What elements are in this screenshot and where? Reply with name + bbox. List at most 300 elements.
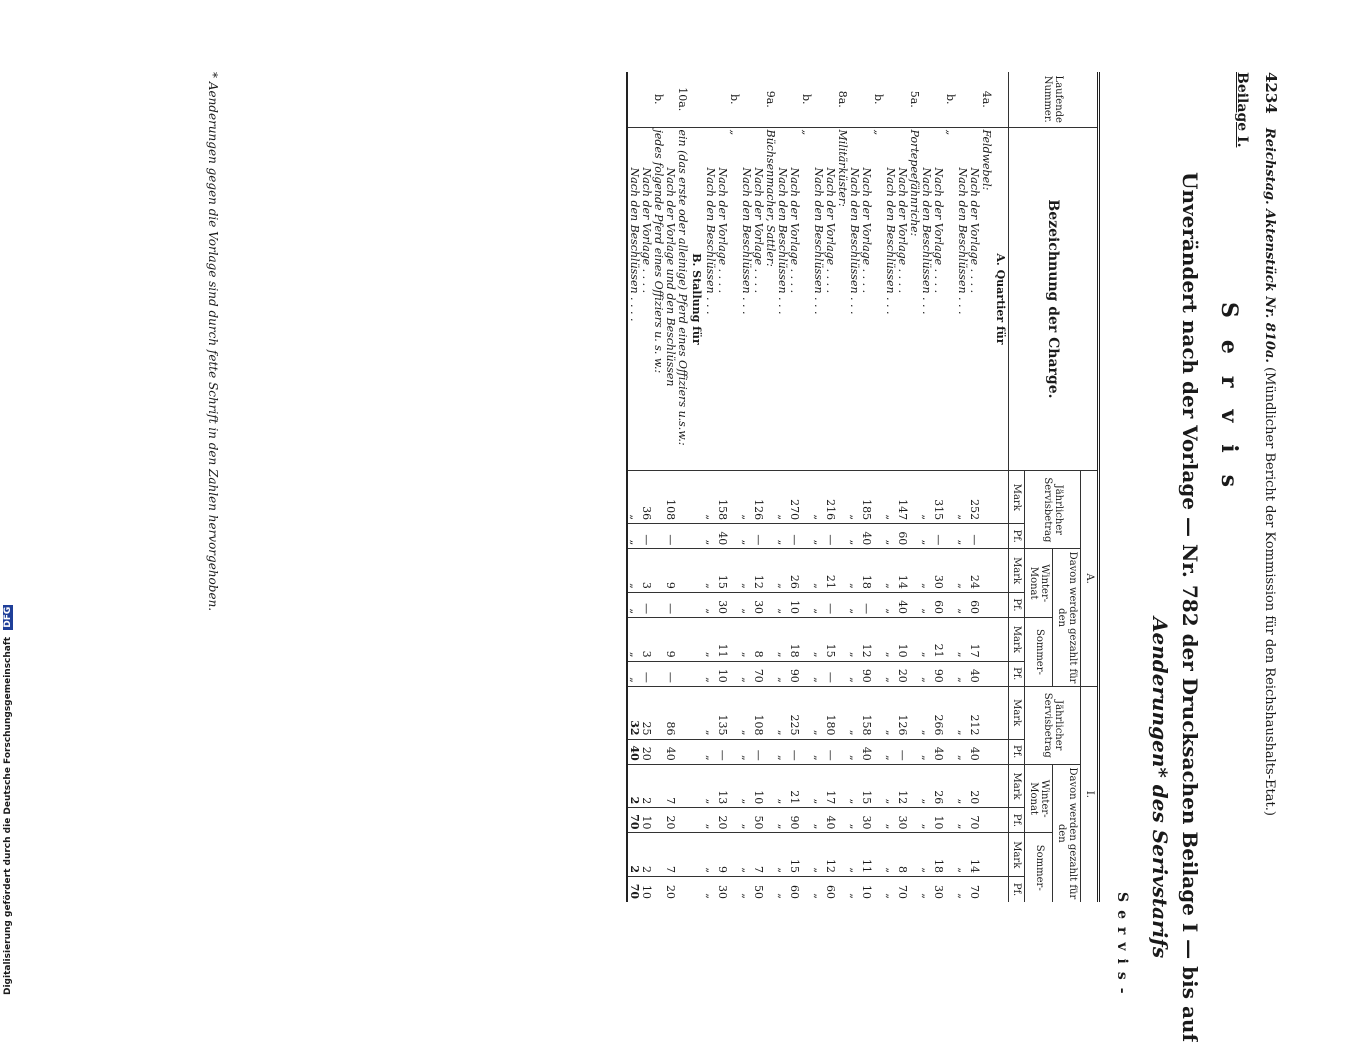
row-label: Nach den Beschlüssen . . . — [848, 127, 860, 471]
cell-value: 40 — [664, 739, 676, 764]
cell-value — [872, 739, 884, 764]
beilage-label: Beilage I. — [1234, 72, 1250, 148]
cell-value — [980, 549, 992, 593]
cell-value: 20 — [640, 739, 652, 764]
unit-pf: Pf. — [1009, 877, 1026, 902]
cell-value: 60 — [788, 877, 800, 902]
cell-value: 2 — [640, 764, 652, 808]
cell-value: „ — [884, 808, 896, 833]
cell-value: „ — [920, 549, 932, 593]
cell-value — [728, 877, 740, 902]
cell-value: — — [664, 592, 676, 617]
row-number — [824, 72, 836, 127]
cell-value: 50 — [752, 877, 764, 902]
cell-value — [872, 764, 884, 808]
cell-value — [652, 764, 664, 808]
cell-value: „ — [740, 524, 752, 549]
cell-value: „ — [628, 661, 640, 686]
cell-value: 11 — [860, 833, 872, 877]
cell-value: 12 — [896, 764, 908, 808]
cell-value: — — [824, 661, 836, 686]
cell-value — [652, 739, 664, 764]
cell-value — [872, 686, 884, 739]
cell-value: 60 — [968, 592, 980, 617]
cell-value: 185 — [860, 471, 872, 524]
cell-value: 30 — [860, 808, 872, 833]
cell-value: „ — [740, 618, 752, 662]
row-label: Nach den Beschlüssen . . . — [776, 127, 788, 471]
cell-value: 266 — [932, 686, 944, 739]
cell-value — [800, 661, 812, 686]
table-row — [836, 72, 848, 902]
cell-value: „ — [920, 471, 932, 524]
cell-value: 15 — [860, 764, 872, 808]
cell-value: „ — [848, 661, 860, 686]
row-number: b. — [652, 93, 665, 105]
cell-value: 158 — [716, 471, 728, 524]
cell-value: „ — [740, 764, 752, 808]
cell-value — [676, 739, 688, 764]
cell-value: 158 — [860, 686, 872, 739]
cell-value: „ — [956, 833, 968, 877]
cell-value — [676, 661, 688, 686]
cell-value — [728, 471, 740, 524]
cell-value: 90 — [788, 808, 800, 833]
cell-value: „ — [956, 549, 968, 593]
row-number — [628, 72, 640, 127]
cell-value — [764, 661, 776, 686]
cell-value — [728, 524, 740, 549]
row-label: Nach den Beschlüssen . . . — [704, 127, 716, 471]
cell-value: 20 — [664, 877, 676, 902]
cell-value: „ — [776, 471, 788, 524]
table-row — [728, 72, 740, 902]
cell-value: „ — [956, 764, 968, 808]
cell-value: „ — [884, 739, 896, 764]
cell-value: „ — [776, 661, 788, 686]
table-row — [848, 72, 860, 902]
cell-value: 36 — [640, 471, 652, 524]
row-label: Nach der Vorlage . . . . — [716, 127, 728, 471]
table-row — [716, 72, 728, 902]
cell-value: 108 — [664, 471, 676, 524]
cell-value — [944, 471, 956, 524]
cell-value: „ — [628, 524, 640, 549]
cell-value: „ — [884, 833, 896, 877]
row-number — [860, 72, 872, 127]
cell-value: 270 — [788, 471, 800, 524]
row-number: b. — [944, 93, 957, 105]
cell-value: 18 — [932, 833, 944, 877]
cell-value: „ — [776, 877, 788, 902]
row-number — [640, 72, 652, 127]
cell-value: „ — [740, 549, 752, 593]
table-row — [740, 72, 752, 902]
cell-value: 7 — [664, 764, 676, 808]
cell-value: 126 — [896, 686, 908, 739]
cell-value: 25 — [640, 686, 652, 739]
cell-value: „ — [848, 592, 860, 617]
cell-value: 32 — [628, 686, 640, 739]
cell-value: „ — [812, 877, 824, 902]
cell-value: „ — [704, 592, 716, 617]
row-number — [752, 72, 764, 127]
cell-value — [908, 661, 920, 686]
table-row — [980, 72, 992, 902]
cell-value: „ — [956, 686, 968, 739]
cell-value — [728, 592, 740, 617]
cell-value — [652, 808, 664, 833]
cell-value: — — [824, 592, 836, 617]
cell-value — [944, 764, 956, 808]
cell-value: 60 — [896, 524, 908, 549]
cell-value: „ — [704, 549, 716, 593]
cell-value: „ — [704, 764, 716, 808]
cell-value — [872, 877, 884, 902]
servis-table — [626, 72, 1100, 902]
header-right: (Mündlicher Bericht der Kommission für den Reichshaushalts-Etat.) — [1262, 367, 1277, 816]
cell-value: „ — [920, 592, 932, 617]
cell-value: 135 — [716, 686, 728, 739]
cell-value: „ — [704, 524, 716, 549]
row-label: Nach den Beschlüssen . . . . — [628, 127, 640, 471]
cell-value: „ — [776, 686, 788, 739]
cell-value: — — [824, 524, 836, 549]
cell-value — [944, 739, 956, 764]
cell-value — [676, 833, 688, 877]
table-row — [896, 72, 908, 902]
cell-value: 70 — [628, 808, 640, 833]
cell-value — [872, 549, 884, 593]
cell-value — [980, 833, 992, 877]
cell-value — [728, 808, 740, 833]
cell-value — [908, 764, 920, 808]
head-jahr-a: Jährlicher Servisbetrag — [1025, 471, 1081, 549]
row-label: Militärküster: — [836, 127, 848, 471]
cell-value: „ — [704, 471, 716, 524]
cell-value: „ — [776, 739, 788, 764]
cell-value: 30 — [716, 877, 728, 902]
cell-value — [676, 764, 688, 808]
cell-value — [800, 618, 812, 662]
cell-value: 70 — [968, 808, 980, 833]
cell-value — [836, 471, 848, 524]
cell-value: „ — [884, 524, 896, 549]
table-row — [664, 72, 676, 902]
cell-value — [652, 618, 664, 662]
cell-value: „ — [920, 618, 932, 662]
cell-value — [944, 549, 956, 593]
cell-value — [980, 764, 992, 808]
cell-value: „ — [884, 549, 896, 593]
cell-value — [728, 661, 740, 686]
cell-value: „ — [812, 764, 824, 808]
cell-value: „ — [920, 764, 932, 808]
row-number: 4a. — [980, 90, 993, 108]
cell-value: — — [664, 661, 676, 686]
cell-value — [800, 808, 812, 833]
cell-value: — — [752, 739, 764, 764]
cell-value: „ — [848, 686, 860, 739]
cell-value: „ — [848, 471, 860, 524]
cell-value — [980, 739, 992, 764]
cell-value: „ — [956, 661, 968, 686]
row-label: Nach der Vorlage . . . . — [824, 127, 836, 471]
cell-value: 147 — [896, 471, 908, 524]
cell-value: — — [640, 661, 652, 686]
cell-value: 12 — [824, 833, 836, 877]
cell-value: 40 — [968, 739, 980, 764]
cell-value: 10 — [640, 877, 652, 902]
cell-value — [728, 764, 740, 808]
cell-value — [980, 618, 992, 662]
cell-value: „ — [704, 618, 716, 662]
cell-value — [908, 618, 920, 662]
row-number: b. — [728, 93, 741, 105]
cell-value — [836, 739, 848, 764]
unit-mark: Mark — [1009, 764, 1026, 808]
cell-value — [728, 739, 740, 764]
cell-value: 70 — [628, 877, 640, 902]
table-row — [704, 72, 716, 902]
cell-value: — — [752, 524, 764, 549]
cell-value: „ — [740, 808, 752, 833]
cell-value — [872, 618, 884, 662]
cell-value — [980, 877, 992, 902]
cell-value: 10 — [896, 618, 908, 662]
cell-value: — — [896, 739, 908, 764]
cell-value: 40 — [860, 739, 872, 764]
row-number — [848, 72, 860, 127]
cell-value — [676, 592, 688, 617]
head-sommer-a: Sommer- — [1025, 618, 1053, 687]
cell-value — [676, 808, 688, 833]
cell-value: 70 — [896, 877, 908, 902]
section-label: B. Stallung für — [688, 127, 704, 471]
cell-value: 70 — [968, 877, 980, 902]
cell-value: „ — [920, 739, 932, 764]
cell-value: 40 — [860, 524, 872, 549]
row-label: „ — [800, 127, 812, 471]
cell-value: 315 — [932, 471, 944, 524]
cell-value: — — [640, 592, 652, 617]
cell-value — [800, 764, 812, 808]
cell-value: 30 — [896, 808, 908, 833]
cell-value — [836, 686, 848, 739]
cell-value: 21 — [824, 549, 836, 593]
unit-mark: Mark — [1009, 471, 1026, 524]
unit-pf: Pf. — [1009, 808, 1026, 833]
cell-value — [908, 686, 920, 739]
cell-value: „ — [956, 618, 968, 662]
cell-value: 26 — [932, 764, 944, 808]
cell-value: „ — [884, 877, 896, 902]
cell-value: 9 — [664, 549, 676, 593]
table-row — [956, 72, 968, 902]
cell-value — [764, 739, 776, 764]
cell-value: 15 — [788, 833, 800, 877]
row-label: Büchsenmacher, Sattler: — [764, 127, 776, 471]
cell-value: 7 — [752, 833, 764, 877]
cell-value: 20 — [896, 661, 908, 686]
cell-value: — — [968, 524, 980, 549]
cell-value — [908, 549, 920, 593]
cell-value: „ — [776, 524, 788, 549]
cell-value — [944, 524, 956, 549]
cell-value: „ — [956, 877, 968, 902]
cell-value: 10 — [788, 592, 800, 617]
cell-value — [908, 833, 920, 877]
row-number — [740, 72, 752, 127]
cell-value: „ — [740, 739, 752, 764]
unit-pf: Pf. — [1009, 739, 1026, 764]
row-number — [956, 72, 968, 127]
cell-value: „ — [704, 739, 716, 764]
row-label: „ — [872, 127, 884, 471]
cell-value: „ — [704, 661, 716, 686]
cell-value: „ — [884, 686, 896, 739]
table-row — [776, 72, 788, 902]
cell-value: 13 — [716, 764, 728, 808]
row-number: 5a. — [908, 90, 921, 108]
cell-value: „ — [848, 524, 860, 549]
head-winter-i: Winter- Monat — [1025, 764, 1053, 833]
cell-value: „ — [704, 808, 716, 833]
cell-value: „ — [628, 549, 640, 593]
row-number: 8a. — [836, 90, 849, 108]
cell-value: 2 — [628, 833, 640, 877]
cell-value: 10 — [860, 877, 872, 902]
row-label: „ — [944, 127, 956, 471]
cell-value: 40 — [968, 661, 980, 686]
cell-value — [800, 686, 812, 739]
cell-value: 12 — [752, 549, 764, 593]
unit-mark: Mark — [1009, 549, 1026, 593]
row-label: Nach den Beschlüssen . . . — [812, 127, 824, 471]
cell-value — [764, 877, 776, 902]
cell-value: „ — [884, 592, 896, 617]
cell-value: „ — [848, 877, 860, 902]
cell-value: 40 — [628, 739, 640, 764]
table-row — [860, 72, 872, 902]
head-jahr-i: Jährlicher Servisbetrag — [1025, 686, 1081, 764]
page-header — [1256, 72, 1280, 902]
cell-value: „ — [812, 808, 824, 833]
cell-value: „ — [956, 524, 968, 549]
cell-value — [836, 524, 848, 549]
row-label: jedes folgende Pferd eines Offiziers u. s. w.: — [652, 127, 664, 471]
cell-value — [908, 739, 920, 764]
cell-value: 20 — [664, 808, 676, 833]
cell-value: „ — [812, 661, 824, 686]
cell-value — [836, 833, 848, 877]
cell-value: — — [932, 524, 944, 549]
cell-value — [764, 549, 776, 593]
cell-value — [872, 592, 884, 617]
cell-value: „ — [704, 877, 716, 902]
head-winter-a: Winter- Monat — [1025, 549, 1053, 618]
table-row — [872, 72, 884, 902]
cell-value — [652, 686, 664, 739]
cell-value: „ — [920, 524, 932, 549]
dfg-sidebar-text: Digitalisierung gefördert durch die Deutsche Forschungsgemeinschaft — [3, 636, 13, 995]
cell-value — [676, 686, 688, 739]
cell-value — [944, 877, 956, 902]
row-number — [884, 72, 896, 127]
cell-value: „ — [776, 549, 788, 593]
cell-value — [836, 618, 848, 662]
cell-value: „ — [812, 471, 824, 524]
cell-value: 15 — [716, 549, 728, 593]
row-label: Nach den Beschlüssen . . . — [884, 127, 896, 471]
cell-value: 86 — [664, 686, 676, 739]
cell-value — [944, 808, 956, 833]
row-number: b. — [800, 93, 813, 105]
cell-value: „ — [920, 808, 932, 833]
cell-value: 60 — [932, 592, 944, 617]
rotated-page — [90, 72, 1280, 1042]
cell-value: „ — [848, 739, 860, 764]
cell-value — [836, 808, 848, 833]
table-row — [944, 72, 956, 902]
group-a: A. — [1081, 471, 1097, 686]
cell-value: „ — [776, 764, 788, 808]
table-row — [752, 72, 764, 902]
head-davon-a: Davon werden gezahlt für den — [1053, 549, 1081, 687]
cell-value: „ — [812, 833, 824, 877]
cell-value — [980, 808, 992, 833]
cell-value — [872, 471, 884, 524]
table-row — [676, 72, 688, 902]
section-heading: Servis- — [1114, 892, 1130, 1002]
cell-value — [764, 471, 776, 524]
cell-value — [800, 524, 812, 549]
cell-value: 252 — [968, 471, 980, 524]
header-left: Reichstag. Aktenstück Nr. 810a. — [1262, 127, 1277, 363]
cell-value: „ — [884, 661, 896, 686]
row-label: Nach der Vorlage . . . . — [640, 127, 652, 471]
unit-pf: Pf. — [1009, 592, 1026, 617]
row-number — [776, 72, 788, 127]
cell-value: 216 — [824, 471, 836, 524]
cell-value — [764, 808, 776, 833]
cell-value: 12 — [860, 618, 872, 662]
cell-value — [764, 592, 776, 617]
cell-value: „ — [920, 686, 932, 739]
cell-value — [836, 549, 848, 593]
table-row — [920, 72, 932, 902]
cell-value: 17 — [824, 764, 836, 808]
cell-value: „ — [920, 877, 932, 902]
cell-value — [944, 686, 956, 739]
cell-value: 40 — [716, 524, 728, 549]
cell-value: 8 — [896, 833, 908, 877]
cell-value: 2 — [628, 764, 640, 808]
row-label: Nach der Vorlage . . . . — [752, 127, 764, 471]
cell-value — [872, 524, 884, 549]
cell-value: 180 — [824, 686, 836, 739]
section-label: A. Quartier für — [992, 127, 1009, 471]
row-label: Feldwebel: — [980, 127, 992, 471]
cell-value: „ — [704, 833, 716, 877]
cell-value: 108 — [752, 686, 764, 739]
cell-value: „ — [812, 618, 824, 662]
cell-value: „ — [848, 833, 860, 877]
row-label: Nach den Beschlüssen . . . — [956, 127, 968, 471]
cell-value: „ — [812, 549, 824, 593]
cell-value: 30 — [716, 592, 728, 617]
cell-value — [908, 524, 920, 549]
